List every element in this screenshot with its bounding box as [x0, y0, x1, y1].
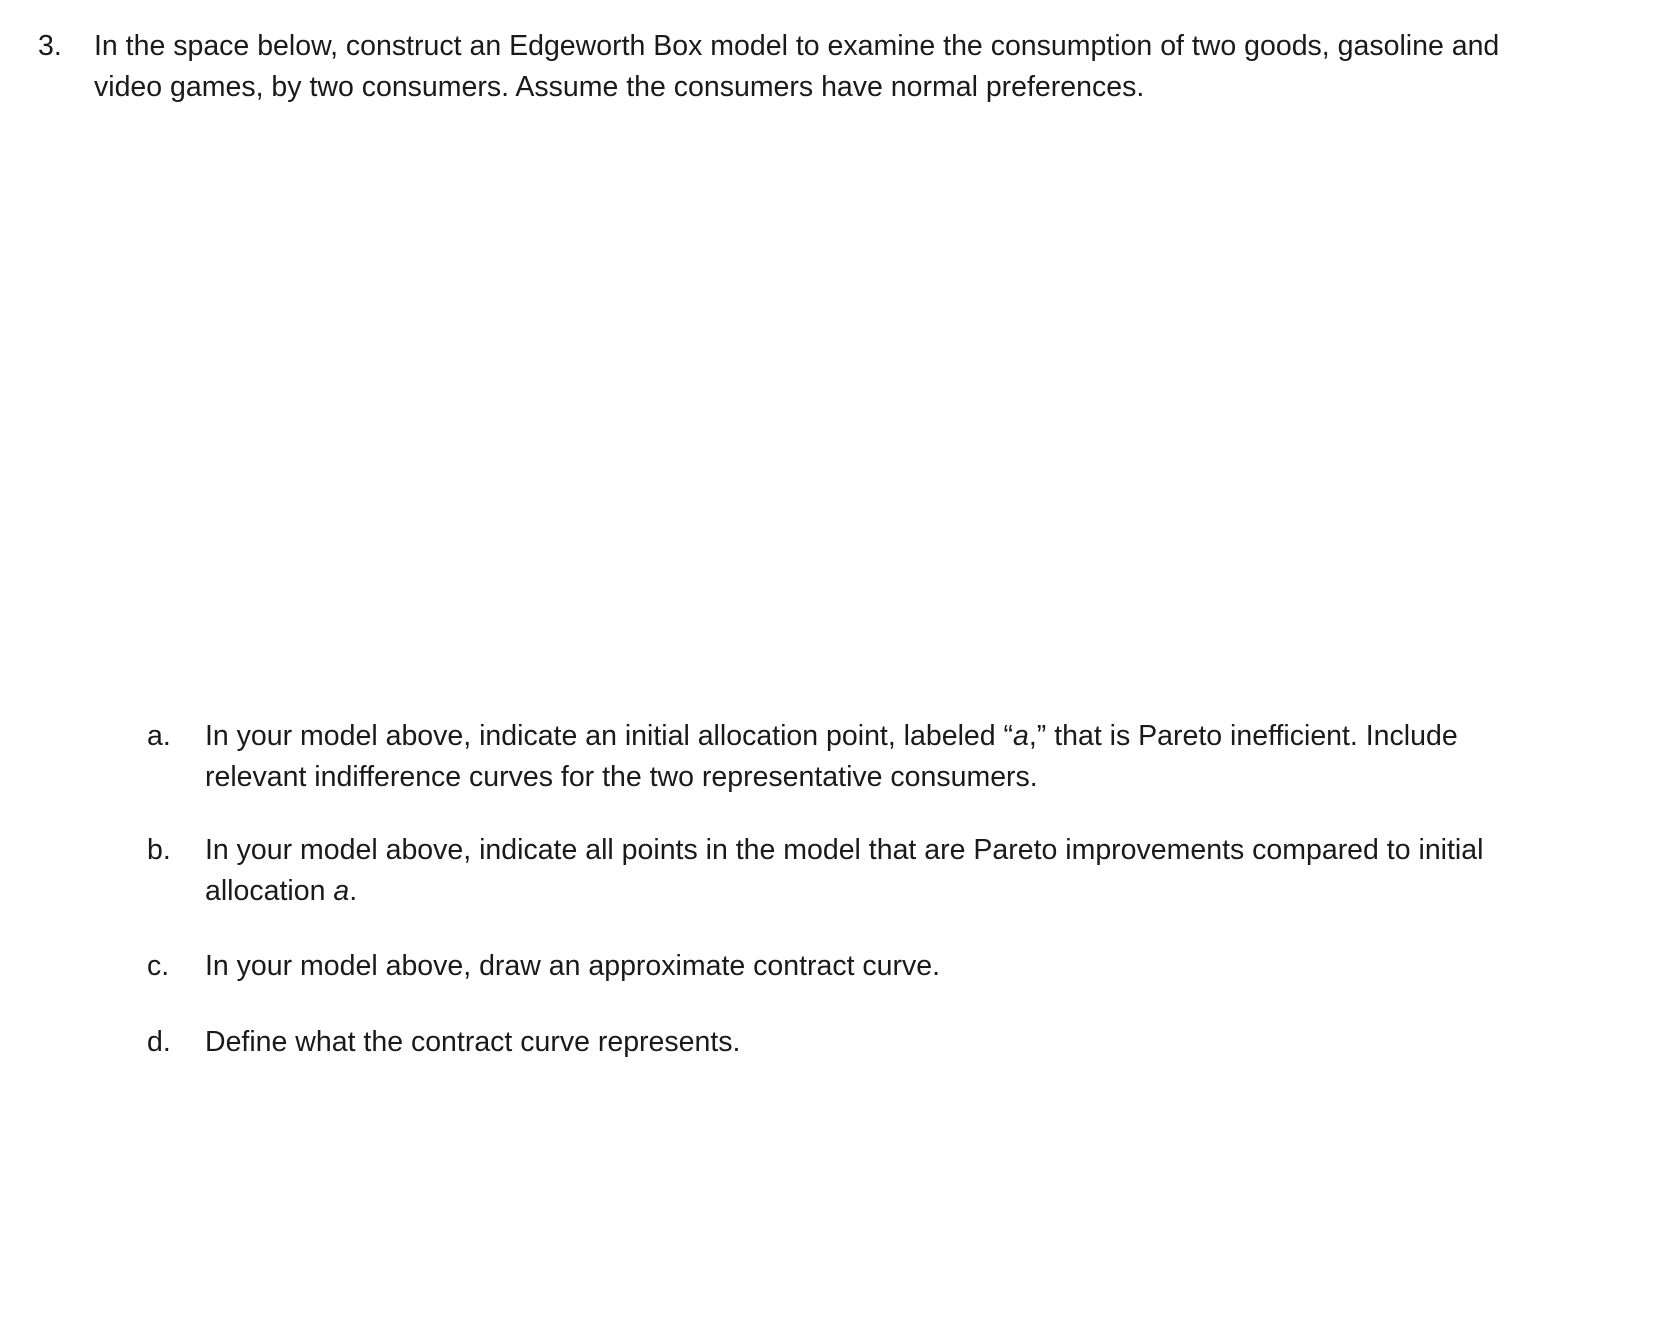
subpart-letter: c.: [147, 950, 170, 982]
subpart-text-line-1: [205, 716, 1645, 757]
subpart-text-segment: In your model above, indicate an initial allocation point, labeled “: [205, 720, 1014, 752]
subpart-letter: b.: [147, 834, 171, 866]
question-text-line-1: In the space below, construct an Edgeworth Box model to examine the consumption of two goods, gasoline and: [94, 30, 1500, 62]
subpart-text: [205, 946, 1645, 987]
allocation-label-italic: a: [333, 875, 350, 907]
question-text-line-2: video games, by two consumers. Assume the consumers have normal preferences.: [94, 71, 1145, 103]
subpart-text: [205, 1022, 1645, 1063]
subpart-text-segment: .: [349, 875, 358, 907]
subpart-text-line-1: In your model above, indicate all points in the model that are Pareto improvements compared to initial: [205, 834, 1484, 866]
question-text: [94, 26, 1654, 108]
subpart-text-line-1: Define what the contract curve represents.: [205, 1026, 741, 1058]
subpart-text-line-2: [205, 871, 1645, 912]
subpart-text-segment: allocation: [205, 875, 334, 907]
answer-space: [38, 120, 1638, 760]
subpart-letter: d.: [147, 1026, 171, 1058]
subpart-text: [205, 830, 1645, 912]
allocation-label-italic: a: [1013, 720, 1029, 752]
subpart-text: [205, 716, 1645, 798]
subpart-text-line-2: relevant indifference curves for the two representative consumers.: [205, 761, 1038, 793]
subpart-text-line-1: In your model above, draw an approximate contract curve.: [205, 950, 941, 982]
subpart-text-segment: ,” that is Pareto inefficient. Include: [1028, 720, 1458, 752]
subpart-letter: a.: [147, 720, 171, 752]
question-number: 3.: [38, 30, 62, 62]
